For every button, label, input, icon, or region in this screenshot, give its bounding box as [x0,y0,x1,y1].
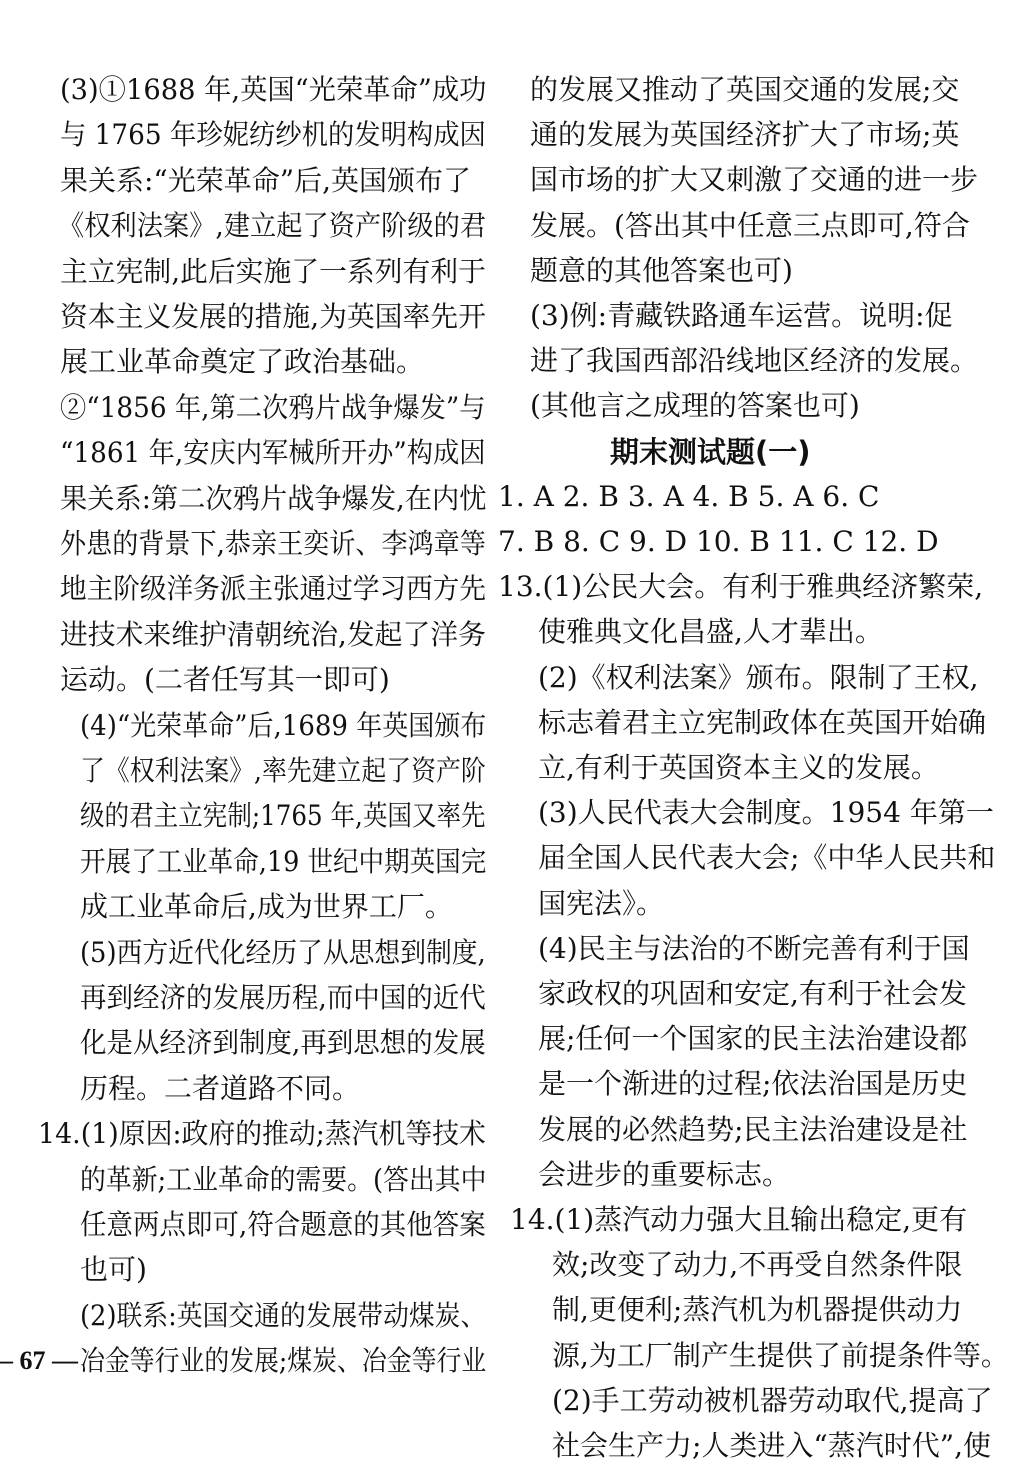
text-line: (2)联系:英国交通的发展带动煤炭、 [80,1299,487,1332]
text-line: (2)《权利法案》颁布。限制了王权, [538,661,979,694]
text-line: 也可) [80,1253,147,1286]
text-line: 进技术来维护清朝统治,发起了洋务 [60,618,486,651]
text-line: 是一个渐进的过程;依法治国是历史 [538,1067,968,1100]
text-line: 13.(1)公民大会。有利于雅典经济繁荣, [498,570,984,603]
text-line: (4)“光荣革命”后,1689 年英国颁布 [80,709,487,742]
text-line: 源,为工厂制产生提供了前提条件等。 [552,1339,1009,1372]
text-line: 家政权的巩固和安定,有利于社会发 [538,977,967,1010]
text-line: 使雅典文化昌盛,人才辈出。 [538,615,883,648]
text-line: 与 1765 年珍妮纺纱机的发明构成因 [60,118,486,151]
text-line: 14.(1)蒸汽动力强大且输出稳定,更有 [510,1203,968,1236]
text-line: 开展了工业革命,19 世纪中期英国完 [80,845,487,878]
text-line: 地主阶级洋务派主张通过学习西方先 [60,572,487,605]
text-line: 通的发展为英国经济扩大了市场;英 [530,118,960,151]
text-line: 题意的其他答案也可) [530,254,793,287]
text-line: 主立宪制,此后实施了一系列有利于 [60,255,486,288]
answer-row: 1. A 2. B 3. A 4. B 5. A 6. C [498,480,880,513]
text-line: 果关系:“光荣革命”后,英国颁布了 [60,164,471,197]
text-line: 级的君主立宪制;1765 年,英国又率先 [80,799,486,832]
text-line: 的发展又推动了英国交通的发展;交 [530,73,960,106]
text-line: 的革新;工业革命的需要。(答出其中 [80,1163,487,1196]
text-line: 社会生产力;人类进入“蒸汽时代”,使 [552,1429,991,1462]
text-line: 14.(1)原因:政府的推动;蒸汽机等技术 [38,1117,486,1150]
text-line: 国市场的扩大又刺激了交通的进一步 [530,163,979,196]
text-line: 立,有利于英国资本主义的发展。 [538,751,939,784]
text-line: 效;改变了动力,不再受自然条件限 [552,1248,963,1281]
text-line: “1861 年,安庆内军械所开办”构成因 [60,436,486,469]
text-line: 展;任何一个国家的民主法治建设都 [538,1022,968,1055]
text-line: 发展的必然趋势;民主法治建设是社 [538,1113,968,1146]
text-line: (5)西方近代化经历了从思想到制度, [80,936,486,969]
text-line: 冶金等行业的发展;煤炭、冶金等行业 [80,1344,487,1377]
text-line: 运动。(二者任写其一即可) [60,663,390,696]
text-line: 届全国人民代表大会;《中华人民共和 [538,841,996,874]
section-title: 期末测试题(一) [610,435,811,469]
text-line: 了《权利法案》,率先建立起了资产阶 [80,754,486,787]
text-line: 再到经济的发展历程,而中国的近代 [80,981,486,1014]
text-line: 进了我国西部沿线地区经济的发展。 [530,344,979,377]
text-line: 《权利法案》,建立起了资产阶级的君 [58,209,487,242]
text-line: (3)①1688 年,英国“光荣革命”成功 [60,73,487,106]
text-line: 发展。(答出其中任意三点即可,符合 [530,209,970,242]
text-line: (其他言之成理的答案也可) [530,389,860,422]
text-line: (4)民主与法治的不断完善有利于国 [538,932,970,965]
text-line: 外患的背景下,恭亲王奕䜣、李鸿章等 [60,527,486,560]
text-line: 会进步的重要标志。 [538,1158,791,1191]
text-line: 化是从经济到制度,再到思想的发展 [80,1026,486,1059]
text-line: 任意两点即可,符合题意的其他答案 [80,1208,486,1241]
text-line: (2)手工劳动被机器劳动取代,提高了 [552,1384,993,1417]
text-line: 标志着君主立宪制政体在英国开始确 [538,706,987,739]
answer-row: 7. B 8. C 9. D 10. B 11. C 12. D [498,525,939,558]
text-line: 资本主义发展的措施,为英国率先开 [60,300,486,333]
text-line: ②“1856 年,第二次鸦片战争爆发”与 [60,391,486,424]
page-number: – 67 — [0,1346,78,1375]
text-line: 成工业革命后,成为世界工厂。 [80,890,453,923]
text-line: 历程。二者道路不同。 [80,1072,361,1105]
text-line: (3)人民代表大会制度。1954 年第一 [538,796,994,829]
text-line: 果关系:第二次鸦片战争爆发,在内忧 [60,482,487,515]
text-line: 制,更便利;蒸汽机为机器提供动力 [552,1293,963,1326]
text-line: (3)例:青藏铁路通车运营。说明:促 [530,299,953,332]
text-line: 展工业革命奠定了政治基础。 [60,345,425,378]
text-line: 国宪法》。 [538,887,665,920]
